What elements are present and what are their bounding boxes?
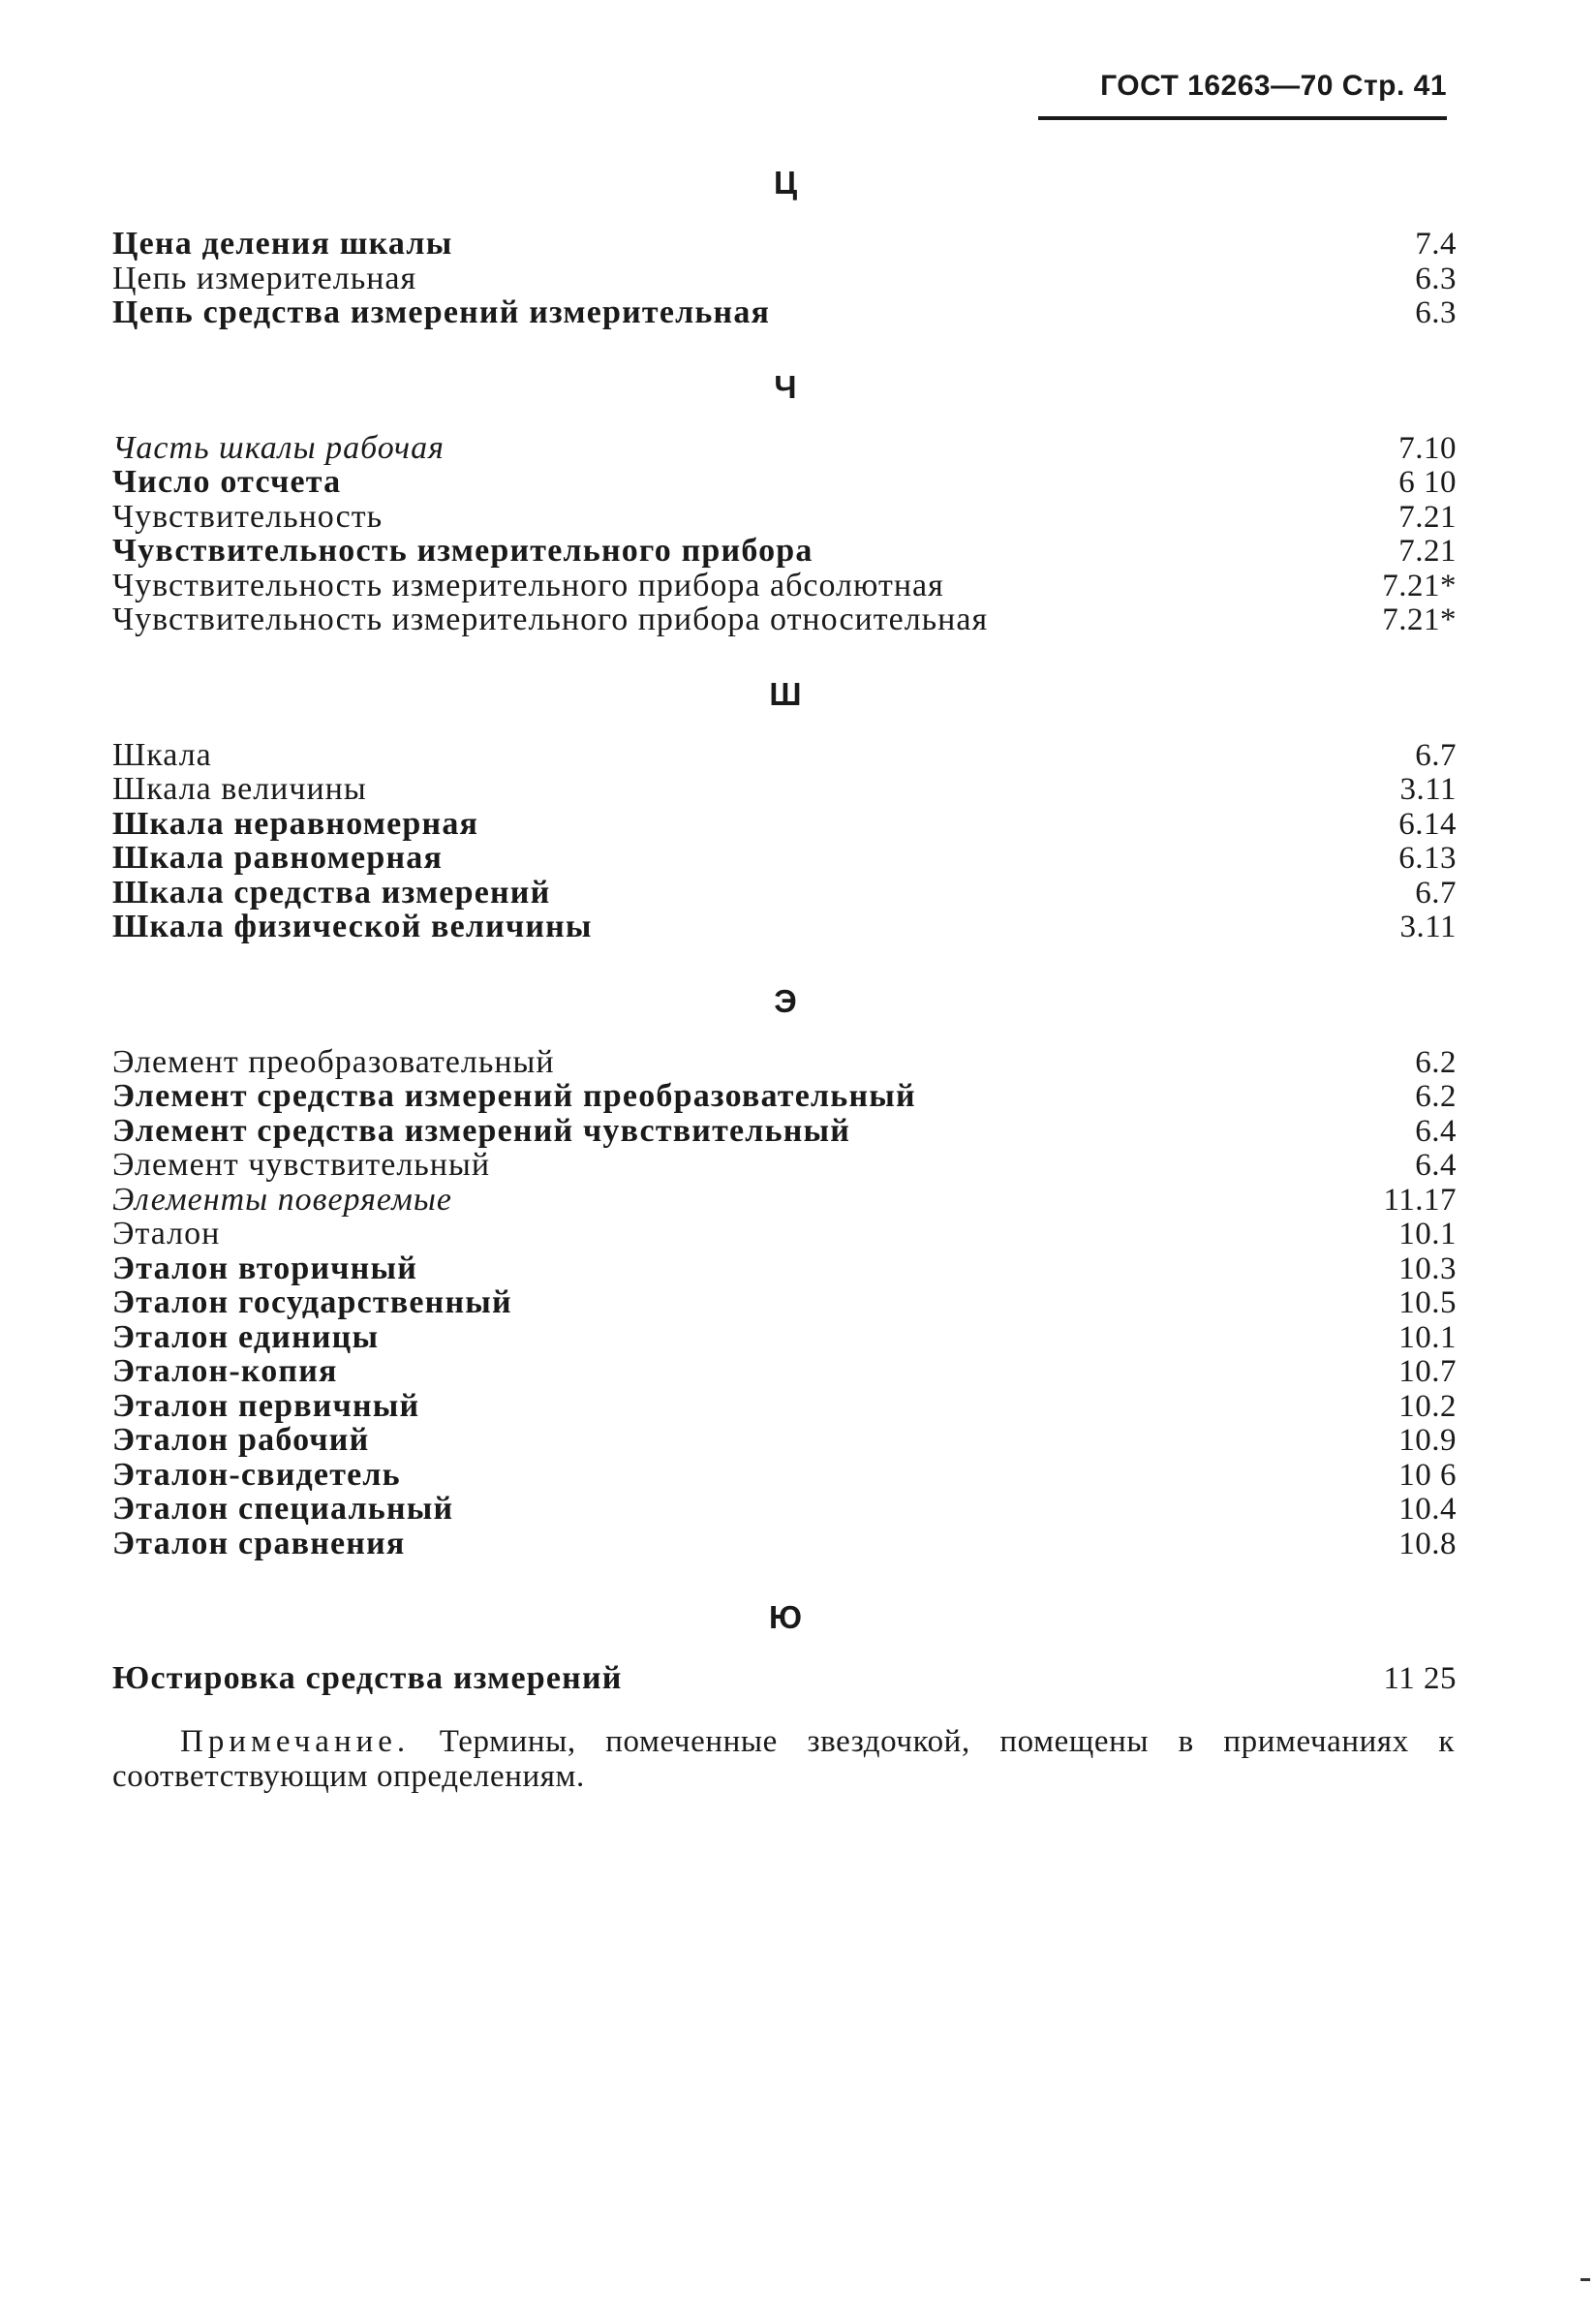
entry-reference: 10.7: [1398, 1354, 1457, 1389]
entry-term: Эталон вторичный: [112, 1250, 418, 1286]
entry-reference: 6.3: [1415, 295, 1457, 330]
entry-term: Элемент чувствительный: [112, 1147, 491, 1183]
entry-reference: 6.7: [1415, 737, 1457, 773]
index-entry: [112, 1527, 1458, 1561]
index-entry: [112, 465, 1458, 500]
index-entry: [112, 1423, 1458, 1458]
index-entry: [112, 295, 1458, 330]
footnote-label: Примечание.: [180, 1724, 411, 1759]
entry-reference: 6.14: [1398, 806, 1457, 842]
section-letter: Ч: [774, 368, 797, 405]
entry-reference: 6 10: [1398, 465, 1457, 500]
entry-reference: 11.17: [1383, 1182, 1457, 1218]
index-entry: [112, 534, 1458, 569]
entry-term: Эталон единицы: [112, 1318, 380, 1355]
index-entry: [112, 1045, 1458, 1080]
entry-term: Эталон-свидетель: [112, 1456, 401, 1493]
entry-term: Эталон государственный: [112, 1284, 512, 1320]
index-entry: [112, 876, 1458, 911]
entry-reference: 6.3: [1415, 261, 1457, 296]
entry-reference: 7.21: [1398, 499, 1457, 535]
index-entry: [112, 841, 1458, 876]
section-entries: [112, 1045, 1458, 1561]
entry-reference: 7.21*: [1382, 568, 1457, 603]
section-entries: [112, 738, 1458, 944]
entry-term: Шкала неравномерная: [112, 805, 479, 842]
footnote: [112, 1724, 1455, 1794]
section-entries: [112, 431, 1458, 637]
index-entry: [112, 1114, 1458, 1149]
entry-term: Элементы поверяемые: [112, 1181, 452, 1218]
entry-reference: 3.11: [1399, 910, 1457, 944]
entry-term: Чувствительность измерительного прибора относительная: [112, 602, 989, 637]
entry-term: Эталон-копия: [112, 1353, 338, 1389]
entry-term: Юстировка средства измерений: [112, 1660, 623, 1696]
entry-term: Цепь средства измерений измерительная: [112, 294, 771, 330]
entry-term: Эталон рабочий: [112, 1422, 370, 1458]
entry-term: Эталон первичный: [112, 1387, 420, 1424]
entry-reference: 10 6: [1398, 1457, 1457, 1493]
entry-term: Чувствительность: [112, 498, 384, 535]
entry-term: Цена деления шкалы: [112, 226, 453, 262]
index-entry: [112, 1183, 1458, 1218]
entry-term: Элемент средства измерений преобразовательный: [112, 1078, 916, 1114]
entry-term: Эталон сравнения: [112, 1525, 406, 1561]
entry-term: Шкала физической величины: [112, 909, 593, 944]
index-entry: [112, 772, 1458, 807]
entry-reference: 6.4: [1415, 1113, 1457, 1149]
index-entry: [112, 227, 1458, 262]
section-entries: [112, 227, 1458, 330]
entry-reference: 10.5: [1398, 1285, 1457, 1320]
entry-reference: 6.7: [1415, 875, 1457, 911]
entry-reference: 10.9: [1398, 1423, 1457, 1458]
section-letter: Э: [774, 982, 797, 1019]
entry-reference: 7.4: [1415, 227, 1457, 262]
entry-term: Число отсчета: [112, 464, 342, 500]
entry-term: Чувствительность измерительного прибора: [112, 533, 813, 569]
entry-reference: 10.1: [1398, 1319, 1457, 1355]
index-entry: [112, 1148, 1458, 1183]
index-entry: [112, 1217, 1458, 1251]
page-header: ГОСТ 16263—70 Стр. 41: [1100, 70, 1447, 102]
entry-term: Эталон: [112, 1216, 221, 1251]
entry-term: Чувствительность измерительного прибора абсолютная: [112, 567, 944, 603]
scan-artifact: [1581, 2278, 1590, 2281]
entry-term: Элемент преобразовательный: [112, 1043, 555, 1080]
entry-term: Цепь измерительная: [112, 260, 417, 296]
entry-term: Шкала равномерная: [112, 840, 444, 876]
entry-reference: 10.2: [1398, 1388, 1457, 1424]
index-entry: [112, 431, 1458, 466]
entry-reference: 10.4: [1398, 1492, 1457, 1527]
index-entry: [112, 1251, 1458, 1286]
footnote-text: Термины, помеченные звездочкой, помещены в примечаниях к соответствующим определениям.: [112, 1724, 1455, 1794]
entry-reference: 7.21: [1398, 534, 1457, 569]
entry-term: Шкала: [112, 736, 212, 773]
alphabetical-index: [112, 165, 1458, 1735]
entry-reference: 6.2: [1415, 1079, 1457, 1114]
entry-reference: 7.21*: [1382, 602, 1457, 637]
entry-reference: 6.2: [1415, 1044, 1457, 1080]
index-entry: [112, 1661, 1458, 1696]
entry-term: Шкала величины: [112, 771, 367, 807]
index-entry: [112, 1492, 1458, 1527]
section-entries: [112, 1661, 1458, 1696]
index-entry: [112, 1458, 1458, 1493]
index-entry: [112, 602, 1458, 637]
index-entry: [112, 1079, 1458, 1114]
index-entry: [112, 1320, 1458, 1355]
entry-term: Элемент средства измерений чувствительный: [112, 1112, 851, 1149]
entry-reference: 11 25: [1383, 1661, 1457, 1696]
index-entry: [112, 807, 1458, 842]
header-rule: [1038, 116, 1447, 120]
entry-reference: 10.8: [1398, 1526, 1457, 1561]
index-entry: [112, 1389, 1458, 1424]
index-entry: [112, 262, 1458, 296]
entry-reference: 10.1: [1398, 1217, 1457, 1251]
entry-term: Шкала средства измерений: [112, 874, 551, 911]
index-entry: [112, 500, 1458, 535]
index-entry: [112, 569, 1458, 603]
entry-term: Часть шкалы рабочая: [112, 429, 445, 466]
section-letter: Ш: [769, 675, 802, 712]
index-entry: [112, 910, 1458, 944]
entry-reference: 7.10: [1398, 430, 1457, 466]
entry-reference: 6.4: [1415, 1148, 1457, 1183]
index-entry: [112, 1354, 1458, 1389]
entry-reference: 3.11: [1399, 772, 1457, 807]
index-entry: [112, 738, 1458, 773]
section-letter: Ю: [768, 1599, 803, 1635]
entry-reference: 10.3: [1398, 1251, 1457, 1286]
section-letter: Ц: [773, 165, 798, 201]
index-entry: [112, 1285, 1458, 1320]
entry-term: Эталон специальный: [112, 1491, 454, 1527]
entry-reference: 6.13: [1398, 841, 1457, 876]
